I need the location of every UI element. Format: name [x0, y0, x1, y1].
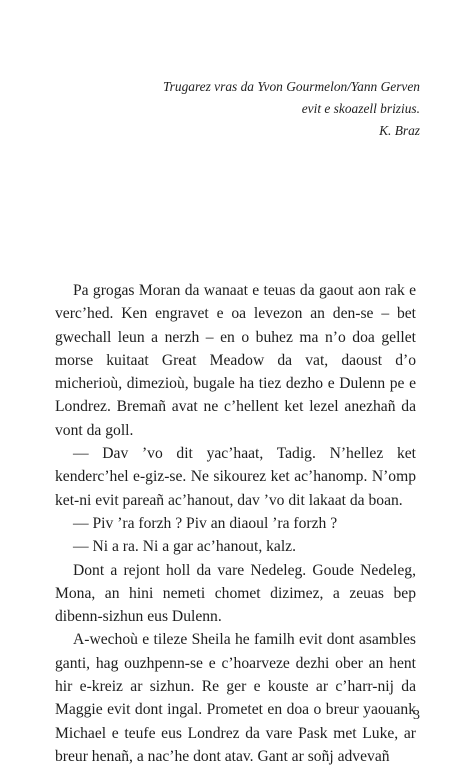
paragraph: — Ni a ra. Ni a gar ac’hanout, kalz. [73, 538, 296, 556]
paragraph: — Dav ’vo dit yac’haat, Tadig. N’hellez ket kenderc’hel e-giz-se. Ne sikourez ket ac’hanomp. N’omp ket-ni evit pareañ ac’hanout, dav ’vo dit lakaat da boan. [55, 445, 416, 509]
dedication-line: Trugarez vras da Yvon Gourmelon/Yann Gerven [162, 79, 420, 94]
dedication-signature: K. Braz [379, 123, 420, 138]
paragraph: A-wechoù e tileze Sheila he familh evit dont asambles ganti, hag ouzhpenn-se e c’hoarveze dezhi ober an hent hir e-kreiz ar sizhun. Re ger e kouste ar c’harr-nij da Maggie evit dont ingal. Prometet en doa o breur yaouank Michael e teufe eus Londrez da vare Pask met Luke, ar breur henañ, a nac’he dont atav. Gant ar soñj advevañ [55, 631, 416, 765]
body-text [55, 279, 416, 768]
dedication [60, 76, 420, 142]
paragraph: Dont a rejont holl da vare Nedeleg. Goude Nedeleg, Mona, an hini nemeti chomet dizimez, a zeuas bep dibenn-sizhun eus Dulenn. [55, 561, 416, 626]
paragraph: — Piv ’ra forzh ? Piv an diaoul ’ra forzh ? [73, 514, 338, 532]
dedication-line: evit e skoazell brizius. [301, 101, 420, 116]
page-number: 3 [413, 708, 420, 723]
paragraph: Pa grogas Moran da wanaat e teuas da gaout aon rak e verc’hed. Ken engravet e oa levezon an den-se – bet gwechall leun a nerzh – en o buhez ma n’o doa gellet morse kuitaat Great Meadow da vat, daoust d’o micherioù, dimezioù, bugale ha tiez dezho e Dulenn pe e Londrez. Bremañ avat ne c’hellent ket lezel anezhañ da vont da goll. [55, 282, 416, 439]
